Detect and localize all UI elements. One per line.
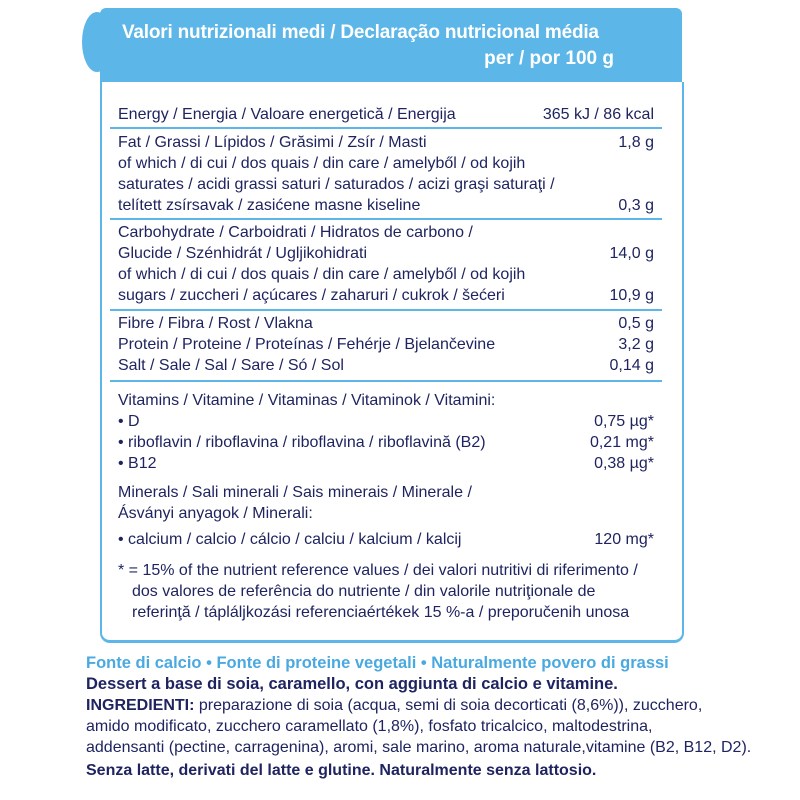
vitamin-row (118, 411, 654, 432)
fibre-value: 0,5 g (618, 315, 654, 332)
riboflavin-value: 0,21 mg* (589, 434, 654, 451)
vitamin-b12-label: • B12 (118, 453, 654, 474)
footnote (118, 560, 670, 623)
ingredients-label: INGREDIENTI: (86, 697, 195, 714)
fat-label: Fat / Grassi / Lípidos / Grăsimi / Zsír / Masti (118, 134, 427, 151)
energy-row (118, 104, 654, 125)
divider (110, 380, 662, 382)
minerals-heading-line2: Ásványi anyagok / Minerali: (118, 505, 313, 522)
calcium-row (118, 529, 654, 550)
product-claims: Fonte di calcio • Fonte di proteine vegetali • Naturalmente povero di grassi (86, 654, 669, 672)
calcium-label: • calcium / calcio / cálcio / calciu / kalcium / kalcij (118, 529, 654, 550)
footnote-line3: referinţă / tápláljkozási referenciaértékek 15 %-a / preporučenih unosa (132, 604, 630, 621)
divider (110, 218, 662, 220)
allergen-disclaimer: Senza latte, derivati del latte e glutine. Naturalmente senza lattosio. (86, 762, 597, 779)
carbs-row (118, 222, 654, 306)
salt-label: Salt / Sale / Sal / Sare / Só / Sol (118, 357, 344, 374)
saturates-value: 0,3 g (618, 197, 654, 214)
product-description: Dessert a base di soia, caramello, con aggiunta di calcio e vitamine. (86, 675, 618, 693)
sugars-value: 10,9 g (609, 287, 654, 304)
fat-sub-line1: of which / di cui / dos quais / din care / amelyből / od kojih (118, 155, 526, 172)
vitamins-heading-row (118, 390, 654, 411)
carbs-sub-line2: sugars / zuccheri / açúcares / zaharuri / cukrok / šećeri (118, 287, 505, 304)
fat-sub-line3: telített zsírsavak / zasićene masne kiseline (118, 197, 421, 214)
energy-value: 365 kJ / 86 kcal (542, 106, 654, 123)
vitamin-row (118, 432, 654, 453)
divider (110, 127, 662, 129)
fibre-row (118, 313, 654, 334)
protein-label: Protein / Proteine / Proteínas / Fehérje / Bjelančevine (118, 336, 496, 353)
fat-row (118, 132, 654, 216)
nutrition-header (100, 8, 682, 82)
energy-label: Energy / Energia / Valoare energetică / Energija (118, 106, 456, 123)
vitamin-d-label: • D (118, 411, 654, 432)
carbs-label-line2: Glucide / Szénhidrát / Ugljikohidrati (118, 245, 368, 262)
fibre-label: Fibre / Fibra / Rost / Vlakna (118, 315, 313, 332)
protein-value: 3,2 g (618, 336, 654, 353)
header-title: Valori nutrizionali medi / Declaração nutricional média (122, 22, 599, 43)
vitamin-d-value: 0,75 µg* (594, 413, 654, 430)
riboflavin-label: • riboflavin / riboflavina / riboflavina / riboflavină (B2) (118, 432, 654, 453)
footnote-line2: dos valores de referência do nutriente / din valorile nutriţionale de (132, 583, 596, 600)
header-per-serving: per / por 100 g (484, 48, 614, 69)
calcium-value: 120 mg* (594, 531, 654, 548)
vitamin-row (118, 453, 654, 474)
ingredients-line1 (86, 695, 702, 716)
ingredients-text-line1: preparazione di soia (acqua, semi di soia decorticati (8,6%)), zucchero, (198, 697, 703, 714)
carbs-sub-line1: of which / di cui / dos quais / din care / amelyből / od kojih (118, 266, 526, 283)
footnote-line1: * = 15% of the nutrient reference values / dei valori nutritivi di riferimento / (118, 562, 638, 579)
divider (110, 309, 662, 311)
fat-value: 1,8 g (618, 134, 654, 151)
vitamin-b12-value: 0,38 µg* (594, 455, 654, 472)
salt-row (118, 355, 654, 376)
carbs-label-line1: Carbohydrate / Carboidrati / Hidratos de carbono / (118, 224, 473, 241)
minerals-heading-line1: Minerals / Sali minerali / Sais minerais / Minerale / (118, 484, 472, 501)
fat-sub-line2: saturates / acidi grassi saturi / saturados / acizi graşi saturaţi / (118, 176, 555, 193)
ingredients-text-line2: amido modificato, zucchero caramellato (1,8%), fosfato tricalcico, maltodestrina, (86, 718, 653, 735)
vitamins-heading: Vitamins / Vitamine / Vitaminas / Vitaminok / Vitamini: (118, 392, 496, 409)
ingredients-text-line3: addensanti (pectine, carragenina), aromi, sale marino, aroma naturale,vitamine (B2, B12, D2). (86, 739, 752, 756)
protein-row (118, 334, 654, 355)
salt-value: 0,14 g (609, 357, 654, 374)
minerals-heading-row (118, 482, 654, 524)
carbs-value: 14,0 g (609, 245, 654, 262)
